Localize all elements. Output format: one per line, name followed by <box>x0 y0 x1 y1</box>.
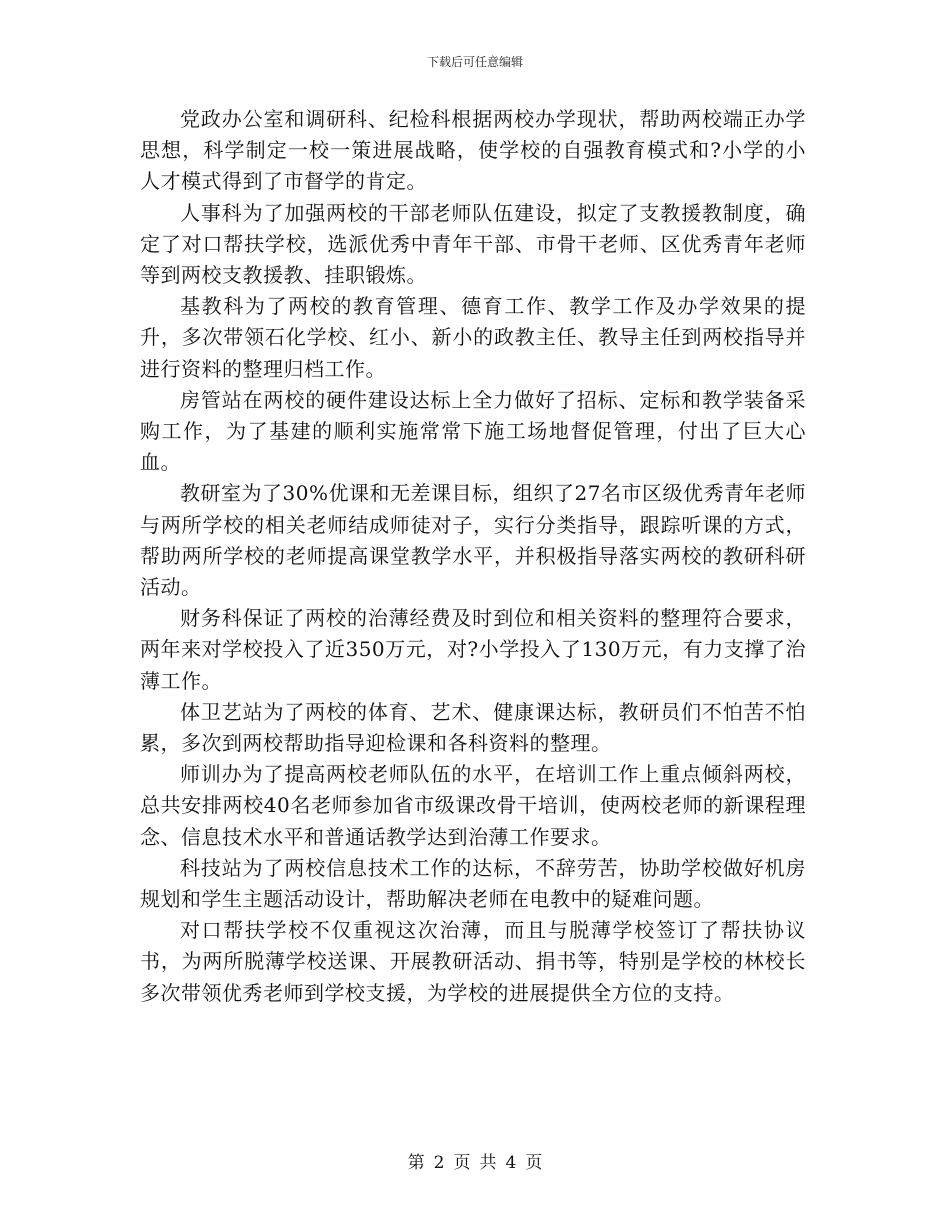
page-label-mid: 页 <box>453 1153 471 1173</box>
paragraph: 教研室为了30%优课和无差课目标，组织了27名市区级优秀青年老师与两所学校的相关老师结成师徒对子，实行分类指导，跟踪听课的方式，帮助两所学校的老师提高课堂教学水平，并积极指导落实两校的教研科研活动。 <box>140 481 806 600</box>
page-label-prefix: 第 <box>407 1153 425 1173</box>
paragraph: 房管站在两校的硬件建设达标上全力做好了招标、定标和教学装备采购工作，为了基建的顺利实施常常下施工场地督促管理，付出了巨大心血。 <box>140 387 806 475</box>
total-pages-number: 4 <box>505 1153 517 1173</box>
document-body <box>140 104 806 1009</box>
page-label-suffix: 页 <box>525 1153 543 1173</box>
page-number-footer <box>0 1152 950 1174</box>
page-header-note: 下载后可任意编辑 <box>426 55 523 69</box>
current-page-number: 2 <box>433 1153 445 1173</box>
paragraph: 对口帮扶学校不仅重视这次治薄，而且与脱薄学校签订了帮扶协议书，为两所脱薄学校送课、开展教研活动、捐书等，特别是学校的林校长多次带领优秀老师到学校支援，为学校的进展提供全方位的支持。 <box>140 918 806 1005</box>
paragraph: 财务科保证了两校的治薄经费及时到位和相关资料的整理符合要求，两年来对学校投入了近350万元，对?小学投入了130万元，有力支撑了治薄工作。 <box>140 606 806 693</box>
paragraph: 党政办公室和调研科、纪检科根据两校办学现状，帮助两校端正办学思想，科学制定一校一策进展战略，使学校的自强教育模式和?小学的小人才模式得到了市督学的肯定。 <box>140 107 806 194</box>
paragraph: 科技站为了两校信息技术工作的达标，不辞劳苦，协助学校做好机房规划和学生主题活动设计，帮助解决老师在电教中的疑难问题。 <box>140 855 806 912</box>
paragraph: 人事科为了加强两校的干部老师队伍建设，拟定了支教援教制度，确定了对口帮扶学校，选派优秀中青年干部、市骨干老师、区优秀青年老师等到两校支教援教、挂职锻炼。 <box>140 200 806 288</box>
paragraph: 基教科为了两校的教育管理、德育工作、教学工作及办学效果的提升，多次带领石化学校、红小、新小的政教主任、教导主任到两校指导并进行资料的整理归档工作。 <box>140 294 806 381</box>
paragraph: 师训办为了提高两校老师队伍的水平，在培训工作上重点倾斜两校，总共安排两校40名老师参加省市级课改骨干培训，使两校老师的新课程理念、信息技术水平和普通话教学达到治薄工作要求。 <box>140 762 806 849</box>
paragraph: 体卫艺站为了两校的体育、艺术、健康课达标，教研员们不怕苦不怕累，多次到两校帮助指导迎检课和各科资料的整理。 <box>140 699 806 756</box>
total-label: 共 <box>479 1153 497 1173</box>
